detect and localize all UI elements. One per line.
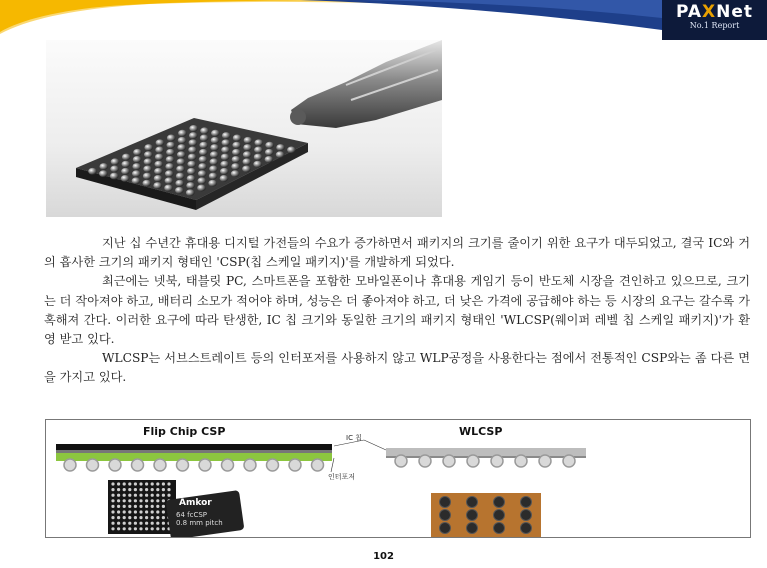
ic-chip-label: IC 칩 — [346, 434, 362, 442]
package-cross-sections — [46, 420, 750, 537]
bga-chip-photo — [46, 40, 442, 217]
paragraph: 최근에는 넷북, 태블릿 PC, 스마트폰을 포함한 모바일폰이나 휴대용 게임기 등이 반도체 시장을 견인하고 있으므로, 크기는 더 작아져야 하고, 배터리 소모가 적어야 하며, 성능은 더 좋아져야 하고, 더 낮은 가격에 공급해야 하는 등 시장의 요구는 갈수록 가혹해져 간다. 이러한 요구에 따라 탄생한, IC 칩 크기와 동일한 크기의 패키지 형태인 'WLCSP(웨이퍼 레벨 칩 스케일 패키지)'가 환영 받고 있다. — [44, 274, 750, 347]
logo-tagline: No.1 Report — [689, 21, 740, 30]
chip-pitch-label: 0.8 mm pitch — [176, 519, 223, 527]
logo-brand: PAXNet — [675, 2, 754, 22]
paxnet-logo — [662, 0, 767, 40]
wlcsp-title: WLCSP — [459, 425, 503, 438]
chip-spec-label: 64 fcCSP — [176, 511, 207, 519]
interposer-label: 인터포저 — [328, 473, 356, 481]
page-number: 102 — [373, 551, 394, 562]
csp-comparison-figure — [45, 419, 751, 538]
paragraph: WLCSP는 서브스트레이트 등의 인터포저를 사용하지 않고 WLP공정을 사용한다는 점에서 전통적인 CSP와는 좀 다른 면을 가지고 있다. — [44, 351, 750, 385]
paragraph: 지난 십 수년간 휴대용 디지털 가전들의 수요가 증가하면서 패키지의 크기를 줄이기 위한 요구가 대두되었고, 결국 IC와 거의 흡사한 크기의 패키지 형태인 'CSP(칩 스케일 패키지)'를 개발하게 되었다. — [44, 236, 750, 270]
article-body — [44, 234, 750, 388]
flip-chip-csp-title: Flip Chip CSP — [143, 425, 226, 438]
amkor-brand-label: Amkor — [179, 498, 212, 508]
